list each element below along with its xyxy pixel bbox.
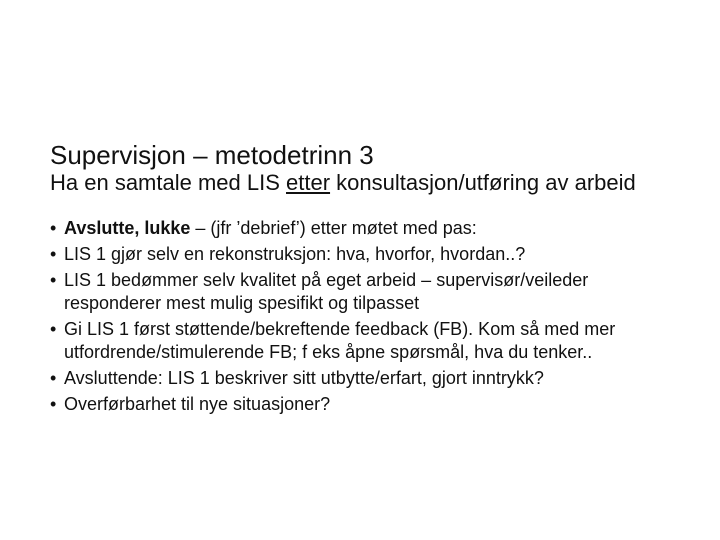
bullet-line bbox=[64, 243, 705, 266]
title-block bbox=[50, 140, 700, 196]
bullet-dot-icon: • bbox=[50, 368, 57, 388]
bullet-text: – (jfr ’debrief’) etter møtet med pas: bbox=[190, 218, 477, 238]
bullet-dot-icon: • bbox=[50, 319, 57, 339]
bullet-text: responderer mest mulig spesifikt og tilpasset bbox=[64, 293, 420, 313]
bullet-item bbox=[50, 367, 705, 390]
bullet-line bbox=[64, 367, 705, 390]
bullet-dot-icon: • bbox=[50, 244, 57, 264]
bullet-dot-icon: • bbox=[50, 270, 57, 290]
bullet-line bbox=[64, 318, 705, 341]
bullet-text: Gi LIS 1 først støttende/bekreftende feedback (FB). Kom så med mer bbox=[64, 319, 616, 339]
bullet-dot-icon: • bbox=[50, 218, 57, 238]
bullet-bold-text: Avslutte, lukke bbox=[64, 218, 191, 238]
bullet-item bbox=[50, 217, 705, 240]
bullet-line bbox=[64, 217, 705, 240]
bullet-line bbox=[64, 341, 705, 364]
bullet-item bbox=[50, 318, 705, 364]
subtitle-text-before: Ha en samtale med LIS bbox=[50, 170, 287, 195]
bullet-text: LIS 1 bedømmer selv kvalitet på eget arbeid – supervisør/veileder bbox=[64, 270, 589, 290]
bullet-text: Overførbarhet til nye situasjoner? bbox=[64, 394, 331, 414]
bullet-item bbox=[50, 269, 705, 315]
bullet-item bbox=[50, 243, 705, 266]
bullet-dot-icon: • bbox=[50, 394, 57, 414]
bullet-line bbox=[64, 393, 705, 416]
bullet-item bbox=[50, 393, 705, 416]
bullet-list bbox=[50, 217, 705, 419]
slide-subtitle bbox=[50, 170, 700, 196]
bullet-text: LIS 1 gjør selv en rekonstruksjon: hva, hvorfor, hvordan..? bbox=[64, 244, 526, 264]
bullet-text: utfordrende/stimulerende FB; f eks åpne spørsmål, hva du tenker.. bbox=[64, 342, 593, 362]
slide-title: Supervisjon – metodetrinn 3 bbox=[50, 140, 374, 170]
subtitle-text-after: konsultasjon/utføring av arbeid bbox=[330, 170, 636, 195]
subtitle-underlined-word: etter bbox=[286, 170, 331, 195]
bullet-line bbox=[64, 292, 705, 315]
bullet-line bbox=[64, 269, 705, 292]
bullet-text: Avsluttende: LIS 1 beskriver sitt utbytte/erfart, gjort inntrykk? bbox=[64, 368, 544, 388]
